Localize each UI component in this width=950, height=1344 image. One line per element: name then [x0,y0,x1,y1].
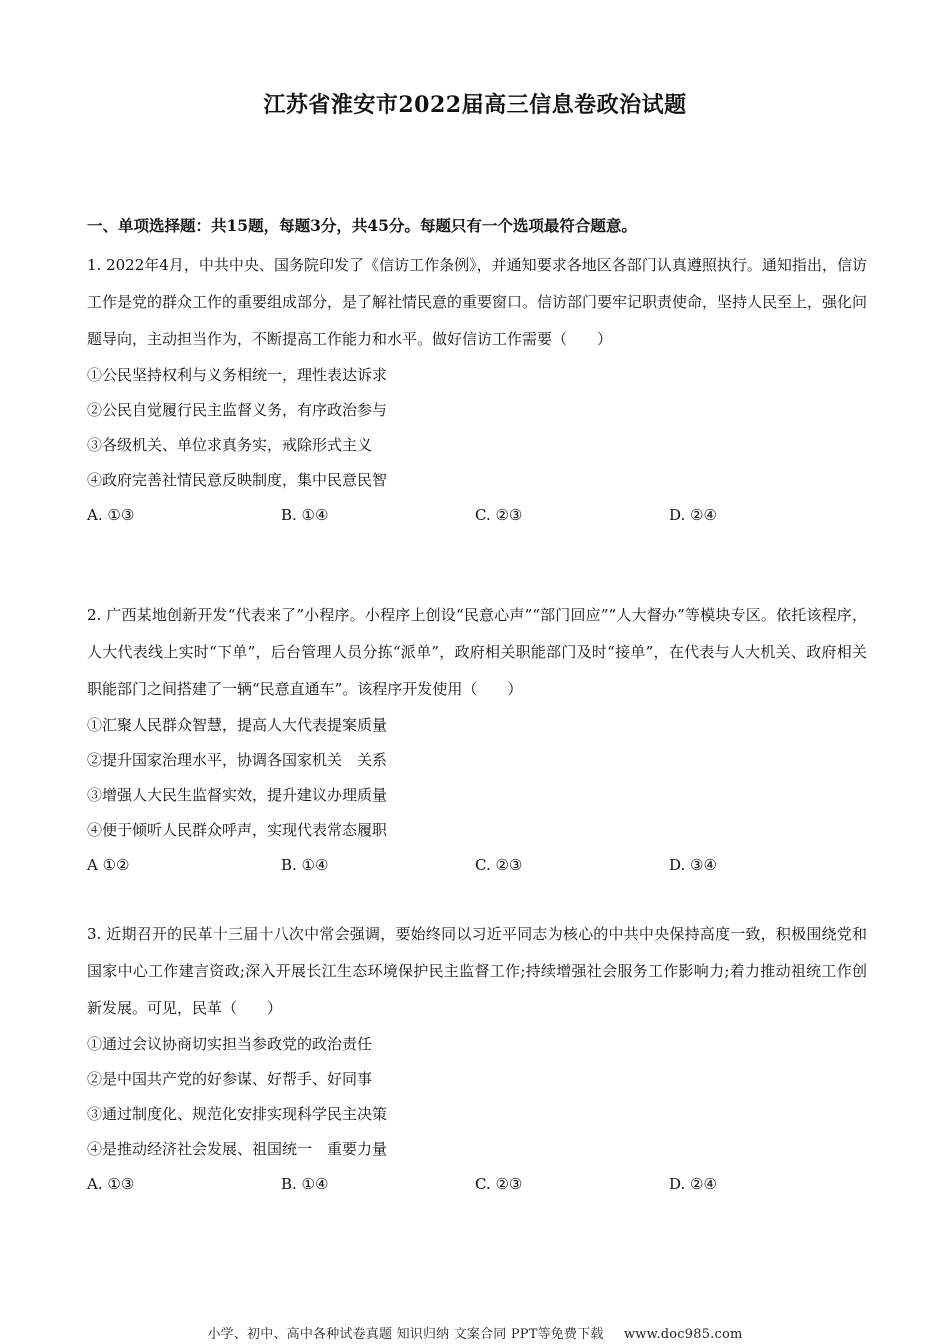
choice-b: B. ①④ [281,856,329,874]
choice-d: D. ②④ [669,506,717,524]
option-statement: ④便于倾听人民群众呼声，实现代表常态履职 [87,821,388,839]
option-statement: ④政府完善社情民意反映制度，集中民意民智 [87,471,388,489]
option-statement: ③各级机关、单位求真务实，戒除形式主义 [87,436,373,454]
footer-link[interactable]: www.doc985.com [623,1327,743,1342]
page-footer [0,1323,950,1342]
option-statement: ①公民坚持权利与义务相统一，理性表达诉求 [87,366,388,384]
choice-a: A. ①③ [87,506,135,524]
option-statement: ①通过会议协商切实担当参政党的政治责任 [87,1035,373,1053]
answer-choices [87,848,867,883]
question-1 [87,247,867,533]
footer-text: 小学、初中、高中各种试卷真题 知识归纳 文案合同 PPT等免费下载 [207,1327,604,1342]
question-stem: 1. 2022年4月，中共中央、国务院印发了《信访工作条例》，并通知要求各地区各部门认真遵照执行。通知指出，信访工作是党的群众工作的重要组成部分，是了解社情民意的重要窗口。信访部门要牢记职责使命，坚持人民至上，强化问题导向，主动担当作为，不断提高工作能力和水平。做好信访工作需要（ ） [87,256,868,348]
section-heading: 一、单项选择题：共15题，每题3分，共45分。每题只有一个选项最符合题意。 [87,216,637,235]
choice-d: D. ③④ [669,856,717,874]
choice-c: C. ②③ [475,1175,523,1193]
question-stem: 2. 广西某地创新开发“代表来了”小程序。小程序上创设“民意心声”“部门回应”“人大督办”等模块专区。依托该程序，人大代表线上实时“下单”，后台管理人员分拣“派单”，政府相关职能部门及时“接单”，在代表与人大机关、政府相关职能部门之间搭建了一辆“民意直通车”。该程序开发使用（ ） [87,606,867,698]
answer-choices [87,1167,867,1202]
choice-c: C. ②③ [475,506,523,524]
choice-d: D. ②④ [669,1175,717,1193]
choice-b: B. ①④ [281,506,329,524]
option-statement: ③通过制度化、规范化安排实现科学民主决策 [87,1105,388,1123]
choice-a: A ①② [87,856,130,874]
choice-a: A. ①③ [87,1175,135,1193]
question-stem: 3. 近期召开的民革十三届十八次中常会强调，要始终同以习近平同志为核心的中共中央保持高度一致，积极围绕党和国家中心工作建言资政;深入开展长江生态环境保护民主监督工作;持续增强社会服务工作影响力;着力推动祖统工作创新发展。可见，民革（ ） [87,925,867,1017]
choice-c: C. ②③ [475,856,523,874]
option-statement: ③增强人大民生监督实效，提升建议办理质量 [87,786,388,804]
option-statement: ④是推动经济社会发展、祖国统一 重要力量 [87,1140,388,1158]
answer-choices [87,498,867,533]
option-statement: ①汇聚人民群众智慧，提高人大代表提案质量 [87,716,388,734]
choice-b: B. ①④ [281,1175,329,1193]
option-statement: ②是中国共产党的好参谋、好帮手、好同事 [87,1070,373,1088]
question-3 [87,916,867,1202]
option-statement: ②公民自觉履行民主监督义务，有序政治参与 [87,401,388,419]
page-title: 江苏省淮安市2022届高三信息卷政治试题 [263,92,687,118]
question-2 [87,597,867,883]
option-statement: ②提升国家治理水平，协调各国家机关 关系 [87,751,388,769]
